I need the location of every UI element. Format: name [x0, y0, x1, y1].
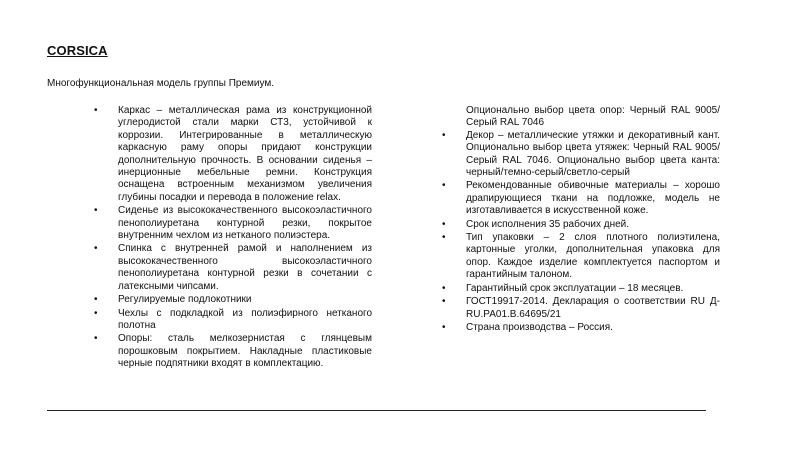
- document-title: CORSICA: [47, 43, 108, 58]
- list-item-text: Тип упаковки – 2 слоя плотного полиэтилена, картонные уголки, дополнительная упаковка для опор. Каждое изделие комплектуется паспортом и гарантийным талоном.: [466, 232, 720, 281]
- list-item: [442, 232, 720, 282]
- list-item: [94, 205, 372, 242]
- bullet-icon: •: [94, 333, 98, 345]
- list-item: [442, 296, 720, 321]
- list-item: [94, 294, 372, 306]
- list-item: [442, 321, 720, 334]
- bullet-icon: •: [442, 321, 446, 333]
- left-column: [94, 105, 372, 372]
- list-item-text: ГОСТ19917-2014. Декларация о соответствии RU Д-RU.РА01.В.64695/21: [466, 296, 720, 320]
- list-item-text: Регулируемые подлокотники: [118, 294, 252, 306]
- list-continuation-text: Опционально выбор цвета опор: Черный RAL 9005/ Серый RAL 7046: [466, 105, 720, 129]
- list-item-text: Гарантийный срок эксплуатации – 18 месяцев.: [466, 282, 684, 294]
- list-item-text: Декор – металлические утяжки и декоративный кант. Опционально выбор цвета утяжек: Черный RAL 9005/ Серый RAL 7046. Опционально выбор цвета канта: черный/темно-серый/светло-серый: [466, 129, 720, 179]
- left-feature-list: [94, 105, 372, 371]
- right-feature-list: [442, 129, 720, 335]
- bullet-icon: •: [94, 105, 98, 116]
- list-item-text: Опоры: сталь мелкозернистая с глянцевым порошковым покрытием. Накладные пластиковые черные подпятники входят в комплектацию.: [118, 333, 372, 370]
- bullet-icon: •: [442, 218, 446, 230]
- bullet-icon: •: [442, 296, 446, 308]
- list-item: [94, 243, 372, 293]
- list-item-text: Сиденье из высококачественного высокоэластичного пенополиуретана контурной резки, покрытое внутренним чехлом из нетканого полиэстера.: [118, 205, 372, 242]
- bullet-icon: •: [442, 180, 446, 192]
- list-item-text: Срок исполнения 35 рабочих дней.: [466, 218, 630, 230]
- right-column: [442, 105, 720, 335]
- bullet-icon: •: [94, 294, 98, 306]
- list-item: [442, 218, 720, 231]
- list-item-text: Страна производства – Россия.: [466, 321, 613, 333]
- document-subtitle: Многофункциональная модель группы Премиум.: [47, 78, 275, 89]
- bullet-icon: •: [442, 282, 446, 294]
- list-item-text: Спинка с внутренней рамой и наполнением из высококачественного высокоэластичного пенополиуретана контурной резки в сочетании с латексными чипсами.: [118, 243, 372, 292]
- list-item: [94, 333, 372, 370]
- list-item: [442, 282, 720, 295]
- bottom-divider: [47, 410, 706, 411]
- bullet-icon: •: [442, 129, 446, 141]
- bullet-icon: •: [94, 243, 98, 255]
- list-item: [442, 180, 720, 217]
- list-item: [94, 105, 372, 204]
- list-item: [94, 307, 372, 333]
- bullet-icon: •: [94, 205, 98, 217]
- list-item-text: Рекомендованные обивочные материалы – хорошо драпирующиеся ткани на подложке, модель не изготавливается в искусственной коже.: [466, 180, 720, 217]
- list-item-text: Чехлы с подкладкой из полиэфирного нетканого полотна: [118, 307, 372, 331]
- bullet-icon: •: [94, 307, 98, 319]
- list-item: [442, 129, 720, 180]
- bullet-icon: •: [442, 232, 446, 244]
- list-item-text: Каркас – металлическая рама из конструкционной углеродистой стали марки СТ3, устойчивой к коррозии. Интегрированные в металлическую каркасную раму опоры придают конструкции дополнительную прочность. В основании сиденья – инерционные мебельные ремни. Конструкция оснащена встроенным механизмом увеличения глубины посадки и перевода в положение relax.: [118, 105, 372, 203]
